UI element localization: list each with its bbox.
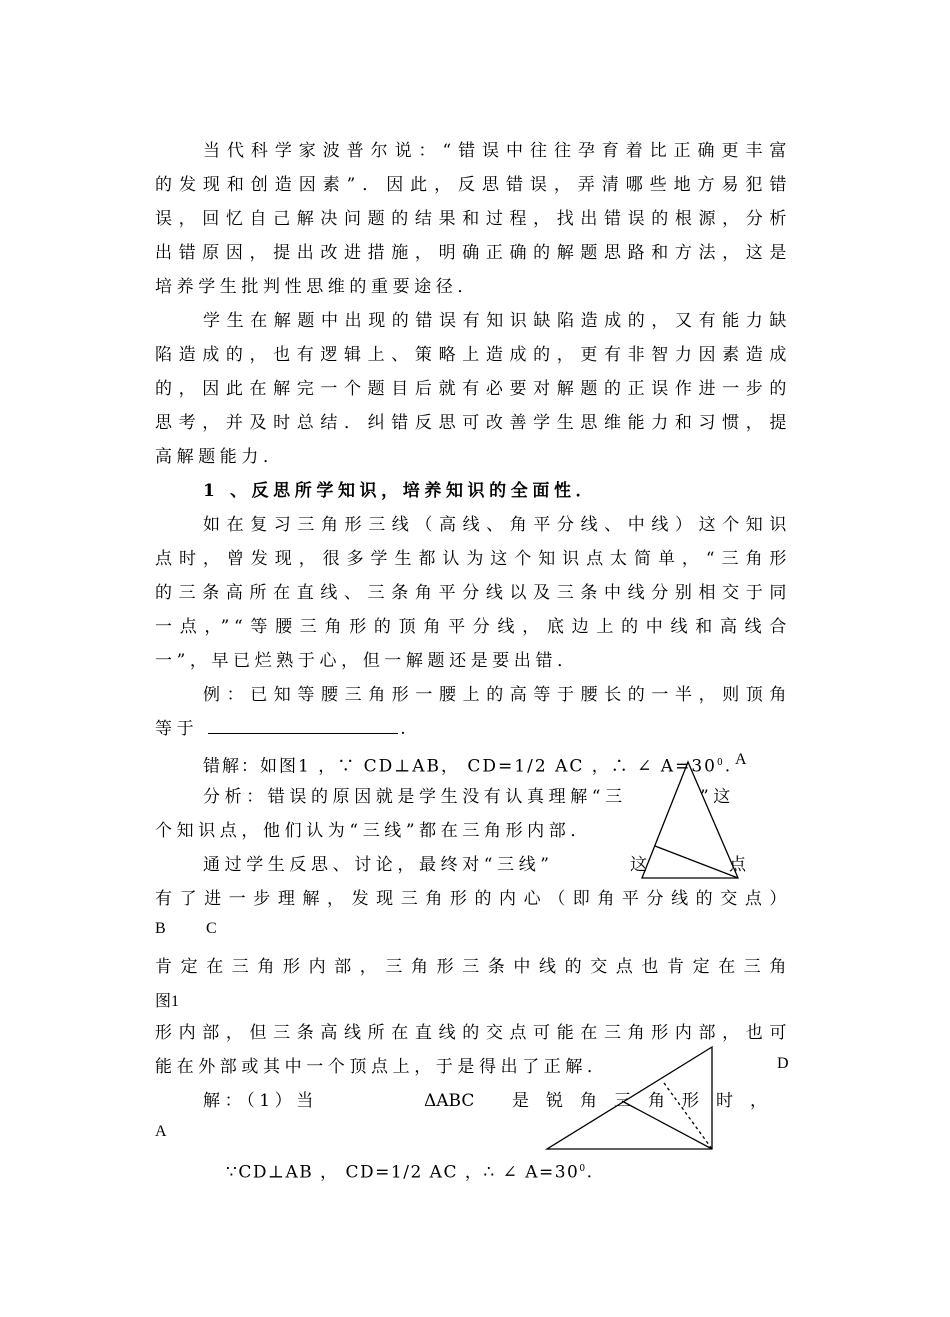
example-suffix: . xyxy=(400,719,411,739)
para3-line3: 的三条高所在直线、三条角平分线以及三条中线分别相交于同 xyxy=(155,583,791,603)
reflection-line4: 形内部，但三条高线所在直线的交点可能在三角形内部，也可 xyxy=(155,1023,791,1043)
fig1-label-a: A xyxy=(735,751,747,768)
degree-mark: 0 xyxy=(716,758,725,768)
wrong-solution-end: . xyxy=(724,756,733,777)
para2-line4: 思考，并及时总结．纠错反思可改善学生思维能力和习惯，提 xyxy=(155,413,791,433)
para1-line1: 当代科学家波普尔说：“错误中往往孕育着比正确更丰富 xyxy=(203,141,791,161)
para1-line5: 培养学生批判性思维的重要途径． xyxy=(155,277,479,297)
section-heading: 1 、反思所学知识，培养知识的全面性． xyxy=(203,481,598,501)
figure-2-triangle xyxy=(547,1047,712,1149)
fig1-label-b: B xyxy=(155,920,166,937)
wrong-solution-text: 错解：如图1 ，∵ CD⊥AB， CD=1/2 AC ，∴ ∠ A=30 xyxy=(203,756,717,777)
reflection-line1b: 这 xyxy=(630,855,652,875)
dotted-extension xyxy=(664,1083,712,1149)
fig1-label-c: C xyxy=(206,920,217,937)
reflection-line1c: 点 xyxy=(729,855,751,875)
para2-line1: 学生在解题中出现的错误有知识缺陷造成的，又有能力缺 xyxy=(203,311,791,331)
reflection-line3: 肯定在三角形内部，三角形三条中线的交点也肯定在三角 xyxy=(155,957,791,977)
figure-caption: 图1 xyxy=(155,993,180,1010)
triangle-obtuse xyxy=(547,1047,712,1149)
reflection-line2: 有了进一步理解，发现三角形的内心（即角平分线的交点） xyxy=(155,889,791,909)
example-line1: 例：已知等腰三角形一腰上的高等于腰长的一半，则顶角 xyxy=(203,685,791,705)
solution-line1b: ΔABC xyxy=(424,1091,475,1111)
para1-line3: 误，回忆自己解决问题的结果和过程，找出错误的根源，分析 xyxy=(155,209,791,229)
analysis-line1-tail: ”这 xyxy=(700,787,735,807)
analysis-line1: 分析：错误的原因就是学生没有认真理解“三 xyxy=(203,787,627,807)
para2-line5: 高解题能力． xyxy=(155,447,285,467)
para2-line3: 的，因此在解完一个题目后就有必要对解题的正误作进一步的 xyxy=(155,379,791,399)
figure-1-triangle xyxy=(642,762,738,878)
reflection-line1a: 通过学生反思、讨论，最终对“三线” xyxy=(203,855,554,875)
solution-degree-mark: 0 xyxy=(579,1164,587,1174)
para1-line2: 的发现和创造因素”．因此，反思错误，弄清哪些地方易犯错 xyxy=(155,175,791,195)
altitude-cd xyxy=(655,846,738,878)
solution-line1a: 解：（1）当 xyxy=(203,1091,318,1111)
para2-line2: 陷造成的，也有逻辑上、策略上造成的，更有非智力因素造成 xyxy=(155,345,791,365)
para1-line4: 出错原因，提出改进措施，明确正确的解题思路和方法，这是 xyxy=(155,243,791,263)
altitude-line xyxy=(622,1101,712,1149)
fig2-label-a: A xyxy=(155,1123,167,1140)
para3-line5: 一”，早已烂熟于心，但一解题还是要出错． xyxy=(155,651,579,671)
para3-line1: 如在复习三角形三线（高线、角平分线、中线）这个知识 xyxy=(203,515,791,535)
fig2-label-d: D xyxy=(777,1055,789,1072)
solution-line2-end: . xyxy=(586,1162,594,1183)
solution-line2-text: ∵CD⊥AB ， CD=1/2 AC ，∴ ∠ A=30 xyxy=(226,1162,580,1183)
para3-line4: 一点，”“等腰三角形的顶角平分线，底边上的中线和高线合 xyxy=(155,617,791,637)
reflection-line5: 能在外部或其中一个顶点上，于是得出了正解． xyxy=(155,1057,609,1077)
solution-line1c: 是锐角三角形时， xyxy=(512,1091,784,1111)
analysis-line2: 个知识点，他们认为“三线”都在三角形内部． xyxy=(155,821,592,841)
para3-line2: 点时，曾发现，很多学生都认为这个知识点太简单，“三角形 xyxy=(155,549,791,569)
triangle-abc xyxy=(642,762,738,878)
example-prefix: 等于 xyxy=(155,719,199,739)
